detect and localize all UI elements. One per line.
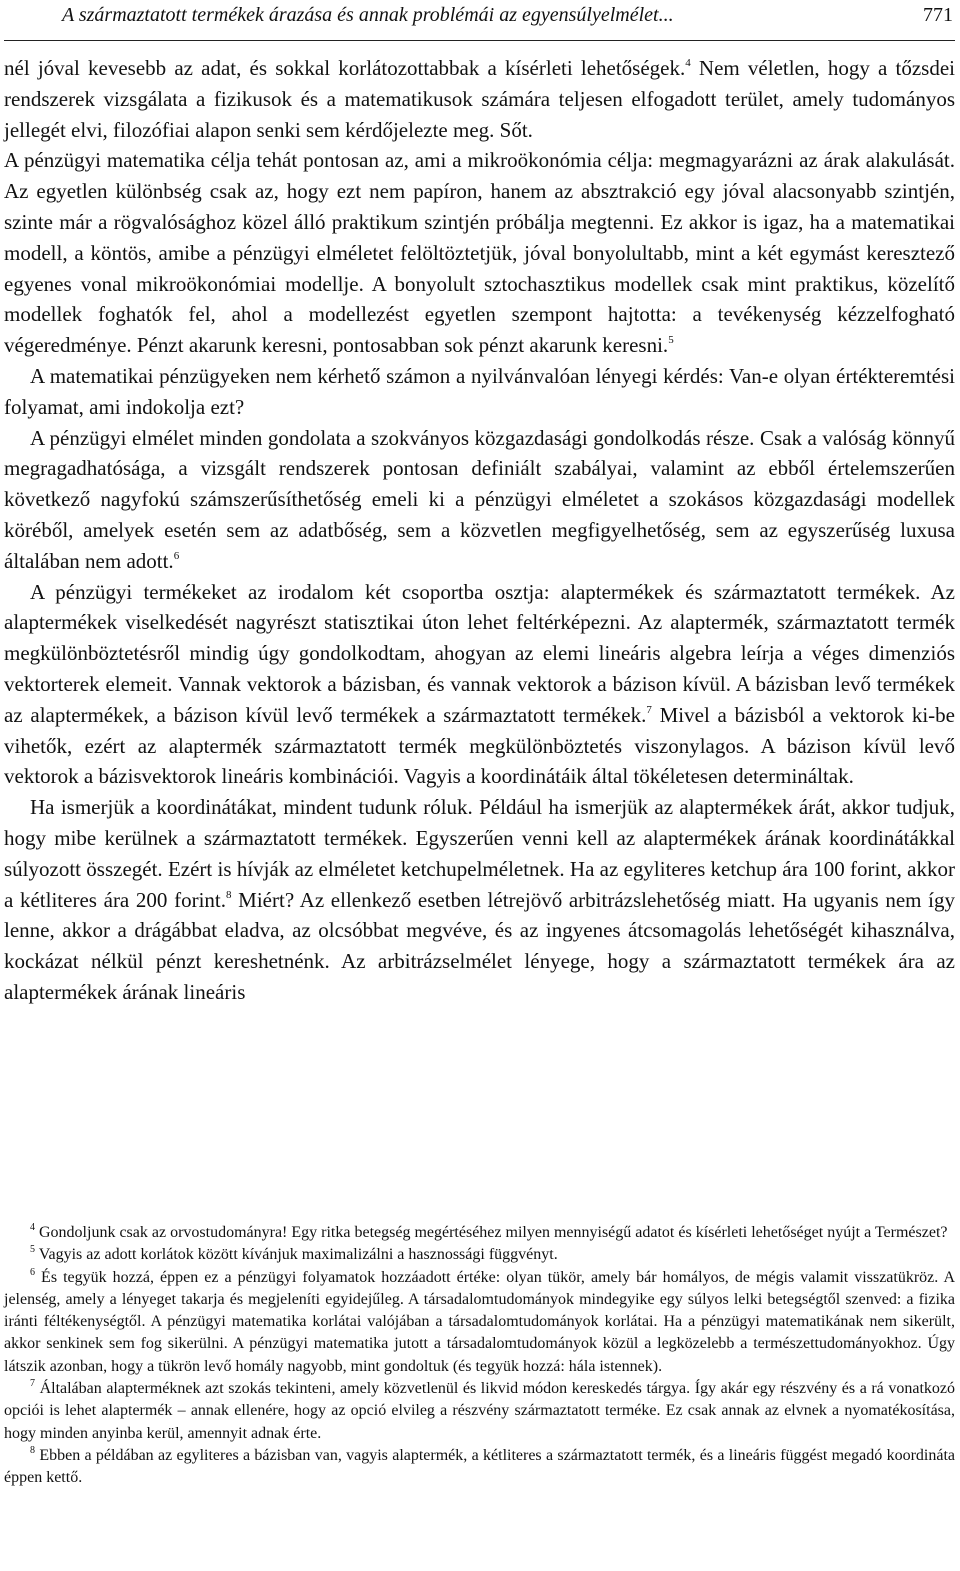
main-text (4, 53, 955, 1008)
footnote-5 (4, 1244, 955, 1266)
paragraph-6-text-b: Miért? Az ellenkező esetben létrejövő arbitrázslehetőség miatt. Ha ugyanis nem így lenne, akkor a drágábbat eladva, az olcsóbbat megvéve, és az ingyenes átcsomagolás lehetőségét kihasználva, kockázat nélkül pénzt kereshetnénk. Az arbitrázselmélet lényege, hogy a származtatott termékek ára az alaptermékek árának lineáris (4, 887, 956, 1004)
running-title: A származtatott termékek árazása és annak problémái az egyensúlyelmélet... (62, 4, 674, 26)
paragraph-1-text-a: nél jóval kevesebb az adat, és sokkal korlátozottabbak a kísérleti lehetőségek. (4, 56, 686, 80)
footnote-text: És tegyük hozzá, éppen ez a pénzügyi folyamatok hozzáadott értéke: olyan tükör, amely bár homályos, de mégis valamit visszatükröz. A jelenség, amely a lényeget takarja és megjeleníti egyidejűleg. A társadalomtudományok mindegyike egy súlyos lelki betegségtől szenved: a fizika iránti féltékenységtől. A pénzügyi matematika korlátai valójában a társadalomtudományok korlátai. Ha a pénzügyi matematikának nem sikerült, akkor senkinek sem fog sikerülni. A pénzügyi matematika jutott a társadalomtudományok közül a legközelebb a természettudományokhoz. Úgy látszik azonban, hogy a tükrön levő homály nagyobb, mint gondoltuk (és tegyük hozzá: hála istennek). (4, 1268, 955, 1375)
paragraph-2-text: A pénzügyi matematika célja tehát pontosan az, ami a mikroökonómia célja: megmagyarázni az árak alakulását. Az egyetlen különbség csak az, hogy ezt nem papíron, hanem az absztrakció egy jóval alacsonyabb szintjén, szinte már a rögvalósághoz közel álló praktikum szintjén próbálja megtenni. Ez akkor is igaz, ha a matematikai modell, a köntös, amibe a pénzügyi elméletet felöltöztetjük, jóval bonyolultabb, mint a két egymást keresztező egyenes vonal mikroökonómiai modellje. A bonyolult sztochasztikus modellek csak mint praktikus, közelítő modellek foghatók fel, ahol a modellezést egyetlen szempont hajtotta: a tevékenység kézzelfogható végeredménye. Pénzt akarunk keresni, pontosabban sok pénzt akarunk keresni. (4, 148, 955, 358)
page-number: 771 (923, 4, 953, 26)
footnote-text: Vagyis az adott korlátok között kívánjuk maximalizálni a hasznossági függvényt. (35, 1246, 558, 1264)
footnote-ref-7: 7 (646, 703, 652, 716)
footnote-number: 5 (30, 1244, 35, 1256)
paragraph-1-text-b: Nem véletlen, hogy a tőzsdei rendszerek vizsgálata a fizikusok és a matematikusok számára teljesen elfogadott terület, amely tudományos jellegét elvi, filozófiai alapon senki sem kérdőjelezte meg. Sőt. (4, 56, 955, 142)
paragraph-6 (4, 792, 955, 1008)
footnote-number: 6 (30, 1266, 35, 1278)
footnote-number: 8 (30, 1444, 35, 1456)
paragraph-5-text-b: Mivel a bázisból a vektorok ki-be vihetők, ezért az alaptermék származtatott termék megkülönböztetés viszonylagos. A bázison kívül levő vektorok a bázisvektorok lineáris kombinációi. Vagyis a koordinátáik által tökéletesen determináltak. (4, 702, 955, 789)
footnote-ref-4: 4 (685, 57, 691, 69)
footnote-number: 7 (30, 1378, 35, 1390)
document-page (4, 0, 955, 1571)
paragraph-5 (4, 577, 955, 793)
paragraph-2 (4, 145, 955, 361)
footnote-7 (4, 1378, 955, 1445)
footnote-ref-6: 6 (173, 549, 180, 562)
paragraph-4-text: A pénzügyi elmélet minden gondolata a szokványos közgazdasági gondolkodás része. Csak a valóság könnyű megragadhatósága, a vizsgált rendszerek pontosan definiált szabályai, valamint az ebből értelemszerűen következő nagyfokú számszerűsíthetőség emeli ki a pénzügyi elméletet a szokásos közgazdasági modellek köréből, amelyek esetén sem az adatbőség, sem a közvetlen megfigyelhetőség, sem az egyszerűség luxusa általában nem adott. (4, 425, 955, 573)
footnote-number: 4 (30, 1222, 35, 1233)
footnotes (4, 1222, 955, 1490)
paragraph-4 (4, 423, 955, 577)
footnote-text: Ebben a példában az egyliteres a bázisban van, vagyis alaptermék, a kétliteres a származtatott termék, és a lineáris függést megadó koordináta éppen kettő. (4, 1446, 955, 1487)
footnote-text: Gondoljunk csak az orvostudományra! Egy ritka betegség megértéséhez milyen mennyiségű adatot és kísérleti lehetőséget nyújt a Természet? (35, 1224, 948, 1241)
footnote-ref-5: 5 (668, 334, 674, 347)
paragraph-1 (4, 53, 955, 145)
footnote-4 (4, 1222, 955, 1244)
paragraph-5-text-a: A pénzügyi termékeket az irodalom két csoportba osztja: alaptermékek és származtatott termékek. Az alaptermékek viselkedését nagyrészt statisztikai úton lehet feltérképezni. Az alaptermék, származtatott termék megkülönböztetésről mindig úgy gondolkodtam, ahogyan az elemi lineáris algebra leírja a véges dimenziós vektorterek elemeit. Vannak vektorok a bázisban, és vannak vektorok a bázison kívül. A bázisban levő termékek az alaptermékek, a bázison kívül levő termékek a származtatott termékek. (4, 579, 955, 727)
footnote-text: Általában alapterméknek azt szokás tekinteni, amely közvetlenül és likvid módon kereskedés tárgya. Így akár egy részvény és a rá vonatkozó opciói is lehet alaptermék – annak ellenére, hogy az opció elvileg a részvény származtatott terméke. Ez csak annak az elvnek a nyomatékosítása, hogy minden anyinba kerül, amennyit adnak érte. (4, 1380, 955, 1442)
footnote-6 (4, 1267, 955, 1378)
paragraph-6-text-a: Ha ismerjük a koordinátákat, mindent tudunk róluk. Például ha ismerjük az alaptermékek árát, akkor tudjuk, hogy mibe kerülnek a származtatott termékek. Egyszerűen venni kell az alaptermékek árának koordinátákkal súlyozott összegét. Ezért is hívják az elméletet ketchupelméletnek. Ha az egyliteres ketchup ára 100 forint, akkor a kétliteres ára 200 forint. (4, 795, 955, 912)
footnote-8 (4, 1445, 955, 1490)
footnote-ref-8: 8 (226, 888, 232, 901)
paragraph-3: A matematikai pénzügyeken nem kérhető számon a nyilvánvalóan lényegi kérdés: Van-e olyan értékteremtési folyamat, ami indokolja ezt? (4, 363, 955, 419)
running-header (4, 0, 955, 41)
